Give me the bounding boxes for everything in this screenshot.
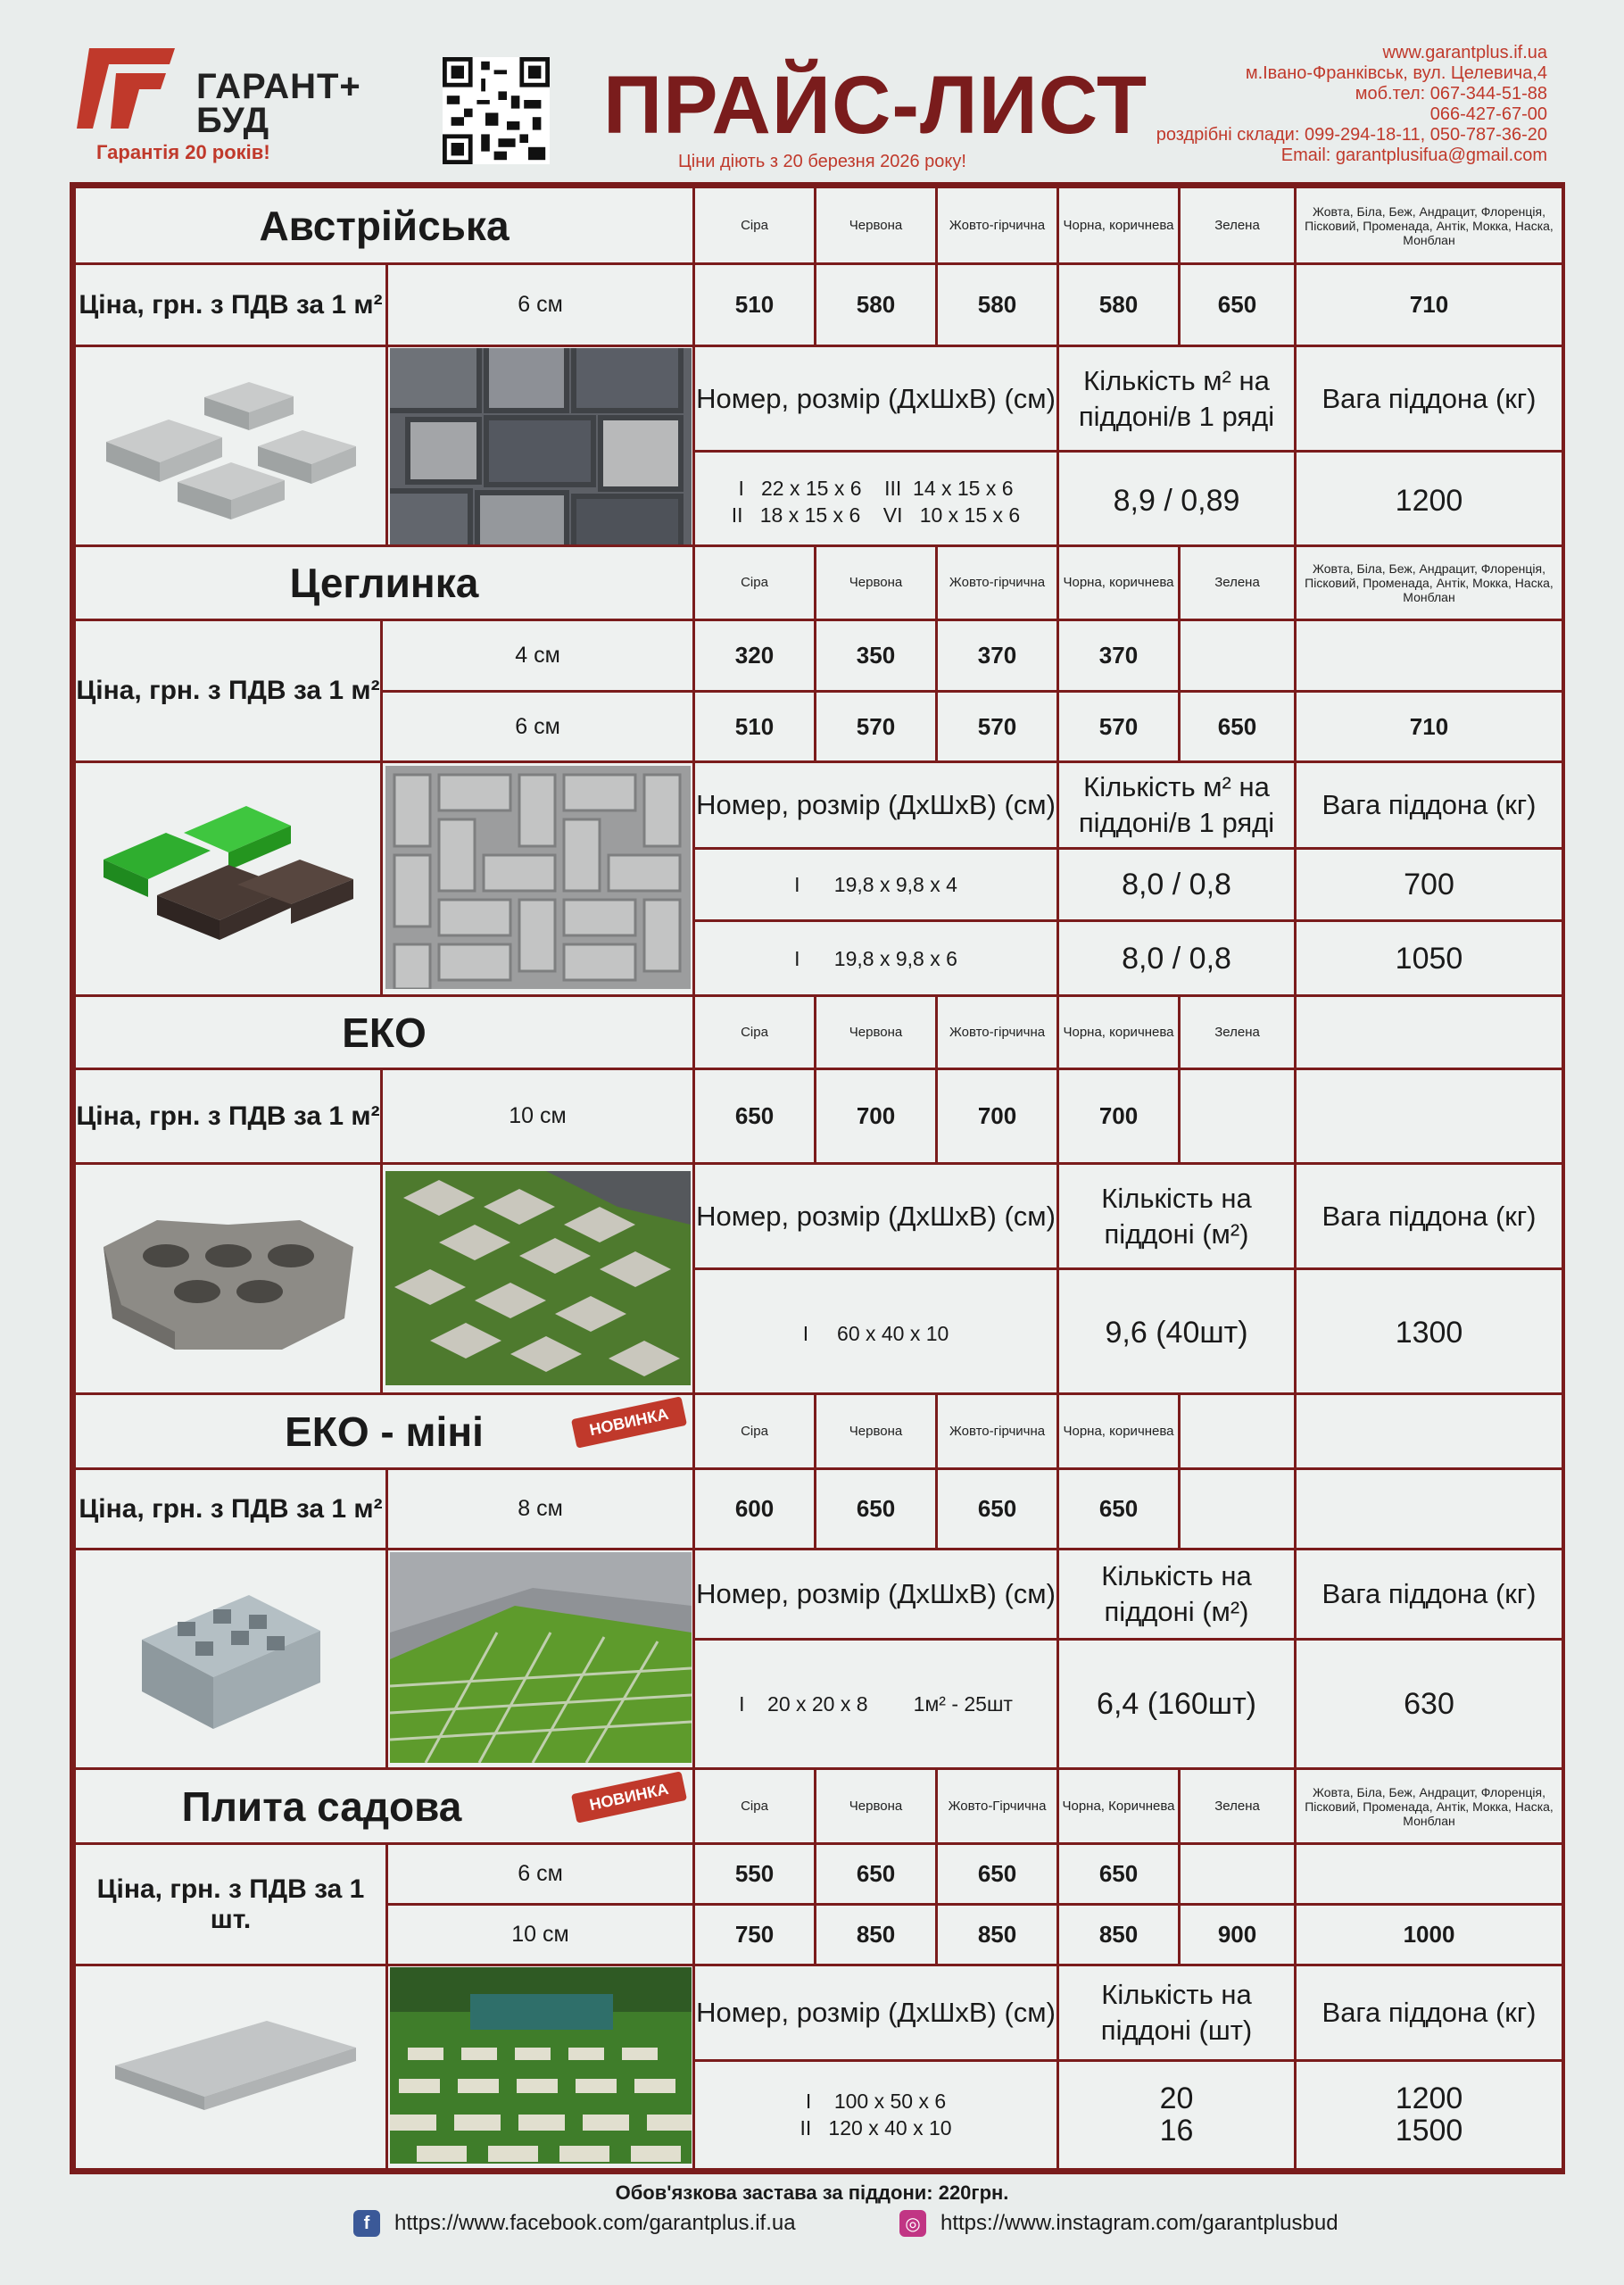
product-image <box>75 762 382 997</box>
color-grey: Сіра <box>694 996 816 1069</box>
color-yellow-mustard: Жовто-гірчична <box>937 546 1058 620</box>
size-cell <box>694 2060 1058 2169</box>
color-black-brown: Чорна, коричнева <box>1058 187 1180 264</box>
price-label: Ціна, грн. з ПДВ за 1 шт. <box>75 1844 387 1965</box>
price-cell: 650 <box>937 1469 1058 1550</box>
price-cell: 580 <box>816 264 937 346</box>
price-cell: 850 <box>937 1905 1058 1965</box>
size-cell <box>694 452 1058 552</box>
weight-header: Вага піддона (кг) <box>1296 1965 1563 2060</box>
price-cell: 1000 <box>1296 1905 1563 1965</box>
color-green: Зелена <box>1180 546 1296 620</box>
qty-header: Кількість на піддоні (м²) <box>1058 1550 1296 1639</box>
price-cell: 700 <box>937 1069 1058 1164</box>
color-black-brown: Чорна, коричнева <box>1058 1394 1180 1469</box>
price-cell: 850 <box>1058 1905 1180 1965</box>
size-line: I 100 x 50 x 6 <box>805 2090 947 2114</box>
color-red: Червона <box>816 1769 937 1844</box>
website-link[interactable]: www.garantplus.if.ua <box>1382 43 1547 62</box>
phone-1: моб.тел: 067-344-51-88 <box>1355 84 1547 104</box>
price-cell: 650 <box>816 1844 937 1905</box>
qty-value: 8,0 / 0,8 <box>1058 849 1296 921</box>
herringbone-photo <box>385 766 691 989</box>
price-cell <box>1296 1844 1563 1905</box>
instagram-link[interactable] <box>899 2210 1338 2237</box>
address: м.Івано-Франківськ, вул. Целевича,4 <box>1245 63 1547 83</box>
color-grey: Сіра <box>694 546 816 620</box>
price-cell: 570 <box>816 691 937 761</box>
product-name <box>75 1769 694 1844</box>
qty-header: Кількість м² на піддоні/в 1 ряді <box>1058 346 1296 452</box>
product-name-text: Плита садова <box>181 1782 462 1830</box>
price-cell: 370 <box>1058 620 1180 691</box>
thickness: 6 см <box>387 264 694 346</box>
price-cell: 370 <box>937 620 1058 691</box>
facebook-url[interactable]: https://www.facebook.com/garantplus.if.ua <box>394 2211 796 2235</box>
price-cell: 600 <box>694 1469 816 1550</box>
company-logo <box>77 48 175 129</box>
color-yellow-mustard: Жовто-гірчична <box>937 996 1058 1069</box>
qty-header: Кількість на піддоні (шт) <box>1058 1965 1296 2060</box>
size-line: I 22 x 15 x 6 III 14 x 15 x 6 <box>738 476 1014 500</box>
contact-info <box>1156 43 1547 166</box>
price-cell: 700 <box>1058 1069 1180 1164</box>
guarantee-text: Гарантія 20 років! <box>96 141 270 163</box>
product-block-brick <box>73 544 1564 998</box>
size-line: II 120 x 40 x 10 <box>800 2116 952 2140</box>
page-header <box>0 0 1624 179</box>
size-header: Номер, розмір (ДхШхВ) (см) <box>694 346 1058 452</box>
thickness: 6 см <box>387 1844 694 1905</box>
product-image <box>75 346 387 552</box>
price-cell: 510 <box>694 691 816 761</box>
installation-photo <box>387 346 694 552</box>
qty-value: 8,9 / 0,89 <box>1058 452 1296 552</box>
qty-value: 6,4 (160шт) <box>1058 1639 1296 1769</box>
price-cell: 650 <box>1180 691 1296 761</box>
color-yellow-mustard: Жовто-гірчична <box>937 1394 1058 1469</box>
price-cell <box>1296 620 1563 691</box>
color-grey: Сіра <box>694 187 816 264</box>
product-block-eco <box>73 994 1564 1399</box>
instagram-url[interactable]: https://www.instagram.com/garantplusbud <box>940 2211 1338 2235</box>
eco-mini-photo <box>390 1552 692 1763</box>
weight-header: Вага піддона (кг) <box>1296 1164 1563 1269</box>
qty-line: 16 <box>1159 2114 1194 2148</box>
size-header: Номер, розмір (ДхШхВ) (см) <box>694 1164 1058 1269</box>
product-block-austrian <box>73 186 1564 553</box>
qty-header: Кількість м² на піддоні/в 1 ряді <box>1058 762 1296 849</box>
price-cell: 650 <box>1058 1469 1180 1550</box>
color-black-brown: Чорна, Коричнева <box>1058 1769 1180 1844</box>
color-red: Червона <box>816 187 937 264</box>
weight-value <box>1296 2060 1563 2169</box>
product-name: ЕКО <box>75 996 694 1069</box>
paver-blocks-image <box>88 357 374 536</box>
product-image <box>75 1965 387 2170</box>
retail-phones: роздрібні склади: 099-294-18-11, 050-787-36-20 <box>1156 125 1547 145</box>
thickness: 6 см <box>382 691 694 761</box>
size-header: Номер, розмір (ДхШхВ) (см) <box>694 762 1058 849</box>
weight-value: 1200 <box>1296 452 1563 552</box>
price-cell: 750 <box>694 1905 816 1965</box>
new-badge: НОВИНКА <box>571 1396 687 1448</box>
price-label: Ціна, грн. з ПДВ за 1 м² <box>75 264 387 346</box>
price-cell: 710 <box>1296 691 1563 761</box>
qty-value: 9,6 (40шт) <box>1058 1269 1296 1398</box>
weight-value: 700 <box>1296 849 1563 921</box>
weight-value: 1050 <box>1296 921 1563 997</box>
color-empty <box>1296 996 1563 1069</box>
thickness: 4 см <box>382 620 694 691</box>
weight-value: 1300 <box>1296 1269 1563 1398</box>
color-black-brown: Чорна, коричнева <box>1058 996 1180 1069</box>
price-cell <box>1180 1069 1296 1164</box>
color-green: Зелена <box>1180 996 1296 1069</box>
eco-grid-block-image <box>86 1184 371 1372</box>
color-empty <box>1296 1394 1563 1469</box>
price-cell: 570 <box>1058 691 1180 761</box>
price-cell: 320 <box>694 620 816 691</box>
qr-code[interactable] <box>443 57 550 164</box>
brand-line-2: БУД <box>196 101 270 140</box>
size-header: Номер, розмір (ДхШхВ) (см) <box>694 1550 1058 1639</box>
brand-line-1: ГАРАНТ+ <box>196 67 361 106</box>
price-label: Ціна, грн. з ПДВ за 1 м² <box>75 1069 382 1164</box>
garden-slab-image <box>88 1976 374 2155</box>
thickness: 8 см <box>387 1469 694 1550</box>
size-line: II 18 x 15 x 6 VI 10 x 15 x 6 <box>731 503 1021 527</box>
qty-header: Кількість на піддоні (м²) <box>1058 1164 1296 1269</box>
price-label: Ціна, грн. з ПДВ за 1 м² <box>75 1469 387 1550</box>
color-empty <box>1180 1394 1296 1469</box>
weight-header: Вага піддона (кг) <box>1296 762 1563 849</box>
product-name: Австрійська <box>75 187 694 264</box>
price-cell <box>1296 1069 1563 1164</box>
price-cell <box>1296 1469 1563 1550</box>
size-cell: I 20 x 20 x 8 1м² - 25шт <box>694 1639 1058 1769</box>
thickness: 10 см <box>382 1069 694 1164</box>
size-cell: I 60 x 40 x 10 <box>694 1269 1058 1398</box>
paving-photo <box>390 348 692 544</box>
weight-line: 1200 <box>1395 2081 1463 2116</box>
price-cell: 650 <box>1180 264 1296 346</box>
color-premium: Жовта, Біла, Беж, Андрацит, Флоренція, Пісковий, Променада, Антік, Мокка, Наска, Монблан <box>1296 1769 1563 1844</box>
product-image <box>75 1550 387 1770</box>
brick-pavers-image <box>86 779 371 976</box>
product-name-text: ЕКО - міні <box>285 1408 484 1455</box>
price-cell: 550 <box>694 1844 816 1905</box>
color-yellow-mustard: Жовто-гірчична <box>937 187 1058 264</box>
price-cell: 650 <box>1058 1844 1180 1905</box>
color-black-brown: Чорна, коричнева <box>1058 546 1180 620</box>
installation-photo <box>382 1164 694 1398</box>
price-cell: 650 <box>816 1469 937 1550</box>
price-cell <box>1180 620 1296 691</box>
color-premium: Жовта, Біла, Беж, Андрацит, Флоренція, Пісковий, Променада, Антік, Мокка, Наска, Монблан <box>1296 187 1563 264</box>
price-cell <box>1180 1469 1296 1550</box>
email[interactable]: Email: garantplusifua@gmail.com <box>1280 145 1547 165</box>
qty-value: 8,0 / 0,8 <box>1058 921 1296 997</box>
color-green: Зелена <box>1180 1769 1296 1844</box>
product-image <box>75 1164 382 1398</box>
eco-mini-block-image <box>88 1559 374 1756</box>
brand-name <box>196 67 361 140</box>
color-grey: Сіра <box>694 1769 816 1844</box>
color-grey: Сіра <box>694 1394 816 1469</box>
price-cell: 900 <box>1180 1905 1296 1965</box>
weight-header: Вага піддона (кг) <box>1296 346 1563 452</box>
weight-line: 1500 <box>1395 2114 1463 2148</box>
price-cell: 850 <box>816 1905 937 1965</box>
validity-note: Ціни діють з 20 березня 2026 року! <box>678 152 966 171</box>
pallet-deposit-note: Обов'язкова застава за піддони: 220грн. <box>615 2181 1009 2204</box>
color-premium: Жовта, Біла, Беж, Андрацит, Флоренція, Пісковий, Променада, Антік, Мокка, Наска, Монблан <box>1296 546 1563 620</box>
eco-grass-photo <box>385 1171 691 1385</box>
price-cell: 350 <box>816 620 937 691</box>
qty-line: 20 <box>1159 2081 1194 2116</box>
garden-slab-photo <box>390 1967 692 2164</box>
installation-photo <box>387 1550 694 1770</box>
qty-value <box>1058 2060 1296 2169</box>
price-table <box>70 182 1565 2174</box>
price-cell: 510 <box>694 264 816 346</box>
color-green: Зелена <box>1180 187 1296 264</box>
color-red: Червона <box>816 1394 937 1469</box>
price-cell: 710 <box>1296 264 1563 346</box>
installation-photo <box>382 762 694 997</box>
product-block-eco-mini <box>73 1392 1564 1771</box>
price-cell: 650 <box>694 1069 816 1164</box>
price-label: Ціна, грн. з ПДВ за 1 м² <box>75 620 382 762</box>
color-red: Червона <box>816 996 937 1069</box>
price-cell: 570 <box>937 691 1058 761</box>
facebook-link[interactable] <box>353 2210 796 2237</box>
phone-2: 066-427-67-00 <box>1429 104 1547 124</box>
weight-header: Вага піддона (кг) <box>1296 1550 1563 1639</box>
facebook-icon: f <box>353 2210 380 2237</box>
size-cell: I 19,8 x 9,8 x 6 <box>694 921 1058 997</box>
page-title: ПРАЙС-ЛИСТ <box>603 60 1148 151</box>
price-cell <box>1180 1844 1296 1905</box>
weight-value: 630 <box>1296 1639 1563 1769</box>
price-cell: 700 <box>816 1069 937 1164</box>
price-cell: 580 <box>937 264 1058 346</box>
thickness: 10 см <box>387 1905 694 1965</box>
installation-photo <box>387 1965 694 2170</box>
color-red: Червона <box>816 546 937 620</box>
product-block-garden-slab <box>73 1767 1564 2171</box>
new-badge: НОВИНКА <box>571 1771 687 1823</box>
price-cell: 580 <box>1058 264 1180 346</box>
price-cell: 650 <box>937 1844 1058 1905</box>
instagram-icon: ◎ <box>899 2210 926 2237</box>
product-name: Цеглинка <box>75 546 694 620</box>
product-name <box>75 1394 694 1469</box>
size-cell: I 19,8 x 9,8 x 4 <box>694 849 1058 921</box>
color-yellow-mustard: Жовто-Гірчична <box>937 1769 1058 1844</box>
size-header: Номер, розмір (ДхШхВ) (см) <box>694 1965 1058 2060</box>
